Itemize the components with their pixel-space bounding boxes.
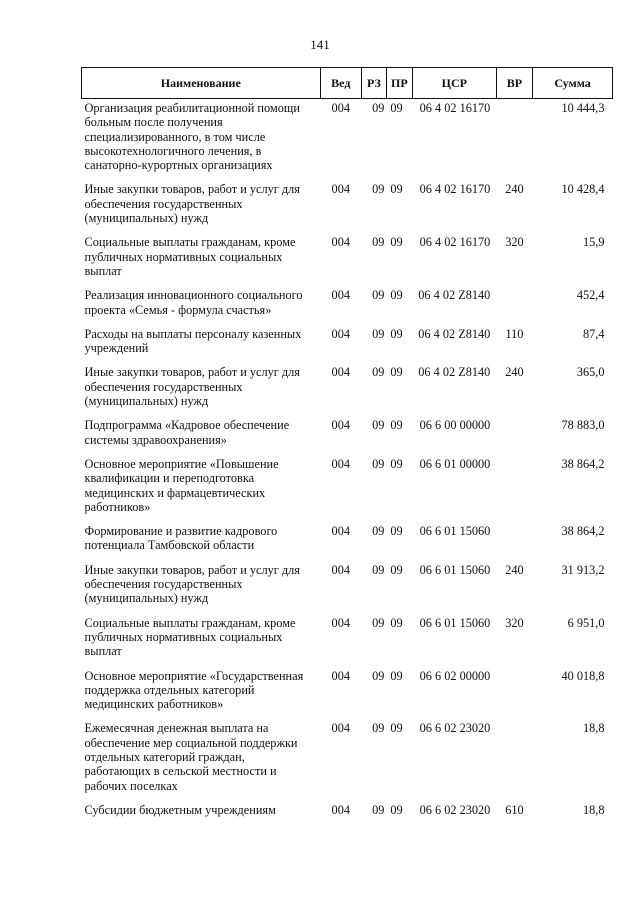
cell-vr: 320 xyxy=(505,235,524,250)
cell-rz: 09 xyxy=(372,721,385,736)
table-row xyxy=(82,563,613,616)
cell-vr: 240 xyxy=(505,182,524,197)
cell-sum: 87,4 xyxy=(582,326,605,341)
cell-csr: 06 4 02 16170 xyxy=(419,101,491,115)
cell-name: Социальные выплаты гражданам, кроме публичных нормативных социальных выплат xyxy=(84,235,296,278)
table-body xyxy=(82,99,613,828)
cell-name: Иные закупки товаров, работ и услуг для обеспечения государственных (муниципальных) нужд xyxy=(84,365,300,409)
cell-csr: 06 4 02 16170 xyxy=(419,235,491,250)
cell-ved: 004 xyxy=(331,101,350,115)
cell-name: Организация реабилитационной помощи больным после получения специализированного, в том числе высокотехнологичного лечения, в санаторно-курортных организациях xyxy=(84,101,300,173)
header-ved: Вед xyxy=(320,68,361,99)
cell-pr: 09 xyxy=(390,288,403,303)
table-row xyxy=(82,288,613,327)
page-number: 141 xyxy=(310,37,330,52)
cell-pr: 09 xyxy=(390,235,403,250)
cell-vr xyxy=(496,457,532,524)
cell-rz: 09 xyxy=(372,182,385,197)
cell-ved: 004 xyxy=(331,562,350,577)
cell-sum: 10 444,3 xyxy=(561,101,605,115)
cell-sum: 10 428,4 xyxy=(561,182,605,197)
cell-csr: 06 4 02 Z8140 xyxy=(418,365,491,380)
cell-rz: 09 xyxy=(372,802,385,817)
table-row xyxy=(82,99,613,183)
table-header xyxy=(82,68,613,99)
cell-name: Социальные выплаты гражданам, кроме публичных нормативных социальных выплат xyxy=(84,615,296,659)
cell-pr: 09 xyxy=(390,365,403,380)
cell-sum: 365,0 xyxy=(576,365,605,380)
cell-sum: 18,8 xyxy=(582,721,605,736)
cell-name: Расходы на выплаты персоналу казенных учреждений xyxy=(84,326,302,356)
cell-ved: 004 xyxy=(331,418,350,433)
budget-table xyxy=(81,67,613,827)
table-row xyxy=(82,616,613,669)
cell-csr: 06 6 01 15060 xyxy=(419,562,491,577)
cell-csr: 06 6 01 00000 xyxy=(419,456,491,471)
cell-rz: 09 xyxy=(372,365,385,380)
table-row xyxy=(82,418,613,457)
cell-pr: 09 xyxy=(390,326,403,341)
cell-name: Реализация инновационного социального проекта «Семья - формула счастья» xyxy=(84,288,303,317)
cell-ved: 004 xyxy=(331,182,350,197)
cell-name: Ежемесячная денежная выплата на обеспечение мер социальной поддержки отдельных категорий граждан, работающих в сельской местности и рабочих поселках xyxy=(84,721,298,793)
cell-vr: 610 xyxy=(505,802,524,817)
cell-csr: 06 4 02 Z8140 xyxy=(418,288,491,303)
cell-vr xyxy=(496,524,532,563)
table-row xyxy=(82,365,613,418)
cell-vr xyxy=(496,288,532,327)
table-row xyxy=(82,803,613,827)
cell-ved: 004 xyxy=(331,668,350,683)
cell-csr: 06 6 02 00000 xyxy=(419,668,491,683)
cell-vr: 240 xyxy=(505,562,524,577)
cell-ved: 004 xyxy=(331,235,350,250)
cell-pr: 09 xyxy=(390,524,403,539)
cell-sum: 40 018,8 xyxy=(561,668,605,683)
cell-csr: 06 6 00 00000 xyxy=(419,418,491,433)
cell-pr: 09 xyxy=(390,721,403,736)
cell-ved: 004 xyxy=(331,365,350,380)
cell-ved: 004 xyxy=(331,802,350,817)
cell-sum: 6 951,0 xyxy=(567,615,605,630)
cell-sum: 31 913,2 xyxy=(561,562,605,577)
cell-rz: 09 xyxy=(372,326,385,341)
cell-pr: 09 xyxy=(390,456,403,471)
cell-pr: 09 xyxy=(390,802,403,817)
cell-vr xyxy=(496,669,532,722)
cell-rz: 09 xyxy=(372,668,385,683)
table-row xyxy=(82,721,613,802)
cell-name: Иные закупки товаров, работ и услуг для обеспечения государственных (муниципальных) нужд xyxy=(84,562,300,606)
cell-pr: 09 xyxy=(390,101,403,115)
table-row xyxy=(82,524,613,563)
header-rz: РЗ xyxy=(362,68,387,99)
table-row xyxy=(82,327,613,366)
cell-csr: 06 6 01 15060 xyxy=(419,615,491,630)
cell-rz: 09 xyxy=(372,101,385,115)
cell-pr: 09 xyxy=(390,418,403,433)
cell-ved: 004 xyxy=(331,721,350,736)
cell-rz: 09 xyxy=(372,288,385,303)
table-row xyxy=(82,457,613,524)
cell-vr xyxy=(496,418,532,457)
cell-ved: 004 xyxy=(331,524,350,539)
cell-vr xyxy=(496,721,532,802)
header-vr: ВР xyxy=(496,68,532,99)
cell-name: Основное мероприятие «Повышение квалификации и переподготовка медицинских и фармацевтических работников» xyxy=(84,456,279,514)
cell-vr: 110 xyxy=(505,326,524,341)
table-row xyxy=(82,669,613,722)
cell-csr: 06 6 01 15060 xyxy=(419,524,491,539)
cell-ved: 004 xyxy=(331,288,350,303)
cell-rz: 09 xyxy=(372,524,385,539)
cell-ved: 004 xyxy=(331,615,350,630)
cell-sum: 18,8 xyxy=(582,802,605,817)
cell-csr: 06 6 02 23020 xyxy=(419,802,491,817)
cell-ved: 004 xyxy=(331,326,350,341)
header-sum: Сумма xyxy=(533,68,613,99)
cell-name: Формирование и развитие кадрового потенциала Тамбовской области xyxy=(84,524,278,553)
cell-pr: 09 xyxy=(390,562,403,577)
header-csr: ЦСР xyxy=(412,68,496,99)
cell-rz: 09 xyxy=(372,235,385,250)
cell-sum: 452,4 xyxy=(576,288,605,303)
cell-vr xyxy=(496,99,532,183)
header-name: Наименование xyxy=(82,68,321,99)
cell-pr: 09 xyxy=(390,668,403,683)
cell-name: Основное мероприятие «Государственная поддержка отдельных категорий медицинских работников» xyxy=(84,668,304,712)
cell-pr: 09 xyxy=(390,182,403,197)
cell-vr: 320 xyxy=(505,615,524,630)
cell-sum: 78 883,0 xyxy=(561,418,605,433)
table-row xyxy=(82,182,613,235)
cell-rz: 09 xyxy=(372,562,385,577)
cell-csr: 06 4 02 16170 xyxy=(419,182,491,197)
cell-name: Субсидии бюджетным учреждениям xyxy=(84,802,276,817)
cell-sum: 38 864,2 xyxy=(561,456,605,471)
cell-csr: 06 4 02 Z8140 xyxy=(418,326,491,341)
cell-rz: 09 xyxy=(372,418,385,433)
cell-vr: 240 xyxy=(505,365,524,380)
cell-name: Иные закупки товаров, работ и услуг для обеспечения государственных (муниципальных) нужд xyxy=(84,182,300,226)
cell-rz: 09 xyxy=(372,456,385,471)
cell-pr: 09 xyxy=(390,615,403,630)
cell-csr: 06 6 02 23020 xyxy=(419,721,491,736)
cell-ved: 004 xyxy=(331,456,350,471)
cell-rz: 09 xyxy=(372,615,385,630)
cell-name: Подпрограмма «Кадровое обеспечение системы здравоохранения» xyxy=(84,418,290,447)
table-row xyxy=(82,235,613,288)
cell-sum: 15,9 xyxy=(582,235,605,250)
cell-sum: 38 864,2 xyxy=(561,524,605,539)
header-pr: ПР xyxy=(386,68,412,99)
